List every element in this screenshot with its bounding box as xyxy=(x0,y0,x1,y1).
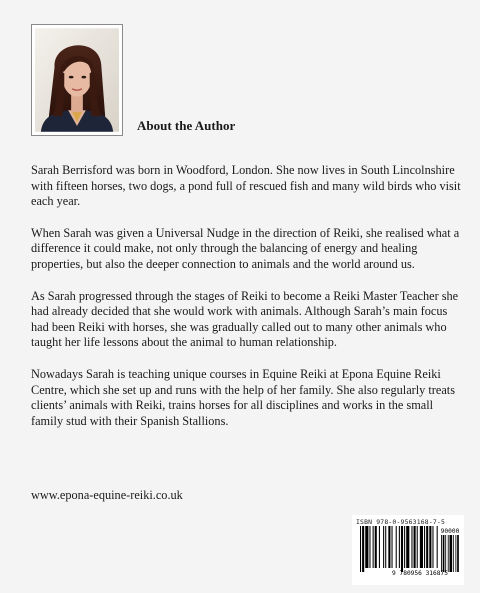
barcode-bar xyxy=(360,526,361,572)
barcode-bar xyxy=(420,526,423,568)
author-photo xyxy=(31,24,123,136)
barcode-bar xyxy=(399,526,400,568)
barcode-bar xyxy=(375,526,377,568)
barcode-bar xyxy=(414,526,416,568)
barcode-bar xyxy=(429,526,431,568)
barcode-bar xyxy=(379,526,380,568)
barcode-bar xyxy=(417,526,418,568)
bio-paragraph: As Sarah progressed through the stages of Reiki to become a Reiki Master Teacher she had already decided that she would work with animals. Although Sarah’s main focus had been Reiki with horses, she was gradually called out to many other animals who taught her life lessons about the animal to human relationship. xyxy=(31,288,459,350)
bio-paragraph: When Sarah was given a Universal Nudge in the direction of Reiki, she realised what a difference it could make, not only through the balancing of energy and healing properties, but also the deeper connection to animals and the world around us. xyxy=(31,225,460,271)
barcode-bar xyxy=(369,526,370,568)
barcode-bar xyxy=(385,526,386,568)
barcode-bar xyxy=(392,526,393,568)
barcode-bar xyxy=(404,526,405,568)
barcode-addon-bar xyxy=(445,535,446,572)
isbn-barcode xyxy=(352,515,464,585)
barcode-bar xyxy=(362,526,364,572)
barcode-bar xyxy=(411,526,412,568)
bio-paragraph: Nowadays Sarah is teaching unique courses in Equine Reiki at Epona Equine Reiki Centre, which she set up and runs with the help of her family. She also regularly treats clients’ animals with Reiki, trains horses for all disciplines and works in the small family stud with their Spanish Stallions. xyxy=(31,366,456,428)
barcode-addon-digits: 90000 xyxy=(440,528,460,535)
website-url: www.epona-equine-reiki.co.uk xyxy=(31,488,183,502)
barcode-bar xyxy=(396,526,397,568)
barcode-bar xyxy=(426,526,428,568)
barcode-addon-bar xyxy=(455,535,456,572)
barcode-addon-bar xyxy=(441,535,442,572)
isbn-number: ISBN 978-0-9563168-7-5 xyxy=(356,518,446,526)
author-portrait-image xyxy=(35,28,119,132)
author-biography xyxy=(31,163,461,445)
bio-paragraph: Sarah Berrisford was born in Woodford, London. She now lives in South Lincolnshire with fifteen horses, two dogs, a pond full of rescued fish and many wild birds who visit each year. xyxy=(31,163,461,209)
barcode-addon-bar xyxy=(457,535,459,572)
barcode-addon-bar xyxy=(448,535,449,572)
barcode-bar xyxy=(406,526,409,568)
barcode-bar xyxy=(388,526,390,568)
barcode-bar xyxy=(373,526,374,568)
barcode-bar xyxy=(432,526,433,568)
barcode-bar xyxy=(365,526,368,568)
barcode-bar xyxy=(424,526,425,568)
about-author-heading: About the Author xyxy=(137,118,236,133)
barcode-addon-bar xyxy=(443,535,445,572)
barcode-bar xyxy=(401,526,403,572)
barcode-bar xyxy=(437,526,438,568)
barcode-bar xyxy=(383,526,384,568)
barcode-addon-bar xyxy=(453,535,454,572)
barcode-digits: 9 780956 316875 xyxy=(392,570,448,577)
barcode-addon-bar xyxy=(450,535,453,572)
barcode-image xyxy=(356,526,460,578)
